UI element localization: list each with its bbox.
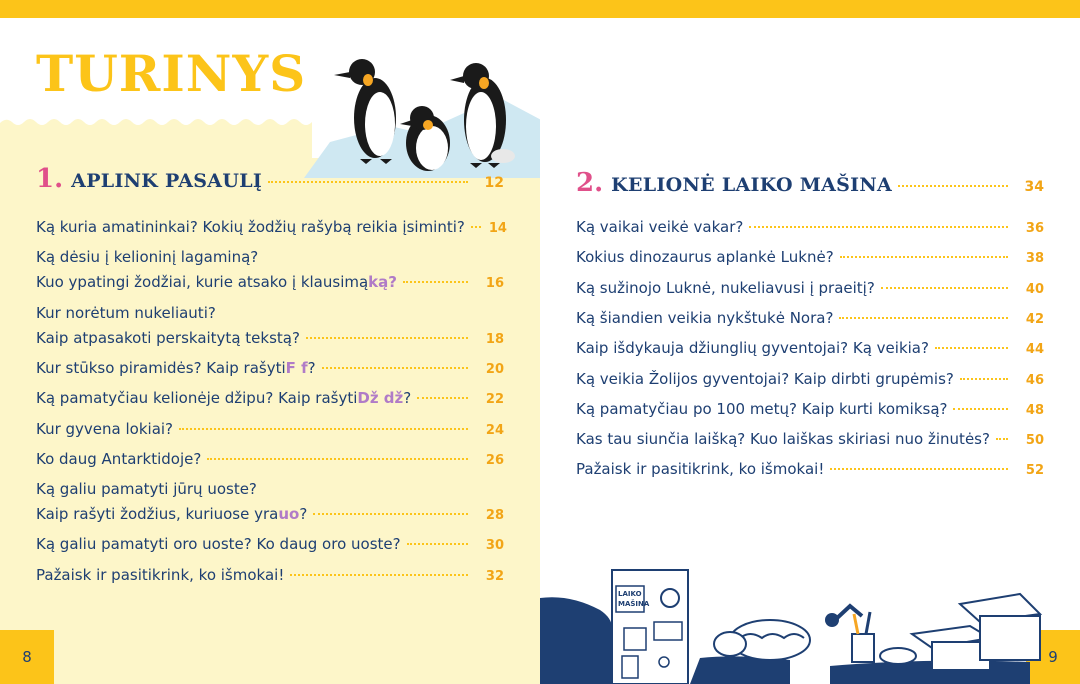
leader-dots: [313, 513, 468, 515]
toc-entry-text: Ko daug Antarktidoje?: [36, 449, 202, 468]
toc-entry-text: Kuo ypatingi žodžiai, kurie atsako į klausimą: [36, 273, 369, 292]
toc-entry-line: [576, 457, 1044, 483]
machine-sign-line2: MAŠINA: [618, 600, 650, 608]
toc-entry-page: 22: [485, 392, 504, 408]
toc-entry[interactable]: [576, 427, 1044, 453]
toc-entry[interactable]: [576, 215, 1044, 241]
toc-entry-text: Ką pamatyčiau po 100 metų? Kaip kurti komiksą?: [576, 399, 948, 418]
toc-entry[interactable]: [576, 397, 1044, 423]
toc-entry-line: [36, 270, 504, 296]
toc-entry-line: [36, 326, 504, 352]
leader-dots: [417, 397, 468, 399]
toc-entry-text: Kur gyvena lokiai?: [36, 419, 174, 438]
toc-entry-page: 20: [485, 361, 504, 377]
cardboard-boxes-icon: [912, 594, 1040, 670]
toc-entry[interactable]: [36, 215, 507, 241]
chapter-number: 2.: [576, 168, 604, 198]
toc-entry-page: 38: [1025, 251, 1044, 267]
toc-entry-text: ?: [307, 358, 316, 377]
toc-entry-line: [36, 477, 504, 502]
toc-entry-line: [576, 306, 1044, 332]
chapter-number: 1.: [36, 164, 64, 194]
toc-entry-page: 16: [485, 276, 504, 292]
time-machine-illustration: [540, 558, 1080, 684]
toc-entry-text: Kur norėtum nukeliauti?: [36, 303, 216, 322]
toc-entry-page: 48: [1025, 402, 1044, 418]
toc-entry-line: [36, 502, 504, 528]
toc-entry-text: Ką pamatyčiau kelionėje džipu? Kaip rašyti: [36, 389, 358, 408]
page-number-left: 8: [0, 630, 54, 684]
chapter-name: APLINK PASAULĮ: [71, 170, 263, 192]
toc-entry-text: Ką galiu pamatyti jūrų uoste?: [36, 480, 257, 499]
toc-entry-page: 30: [485, 538, 504, 554]
leader-dots: [268, 181, 468, 183]
toc-entry[interactable]: [576, 245, 1044, 271]
toc-entry-text: Ką sužinojo Luknė, nukeliavusi į praeitį?: [576, 278, 875, 297]
leader-dots: [898, 185, 1008, 187]
highlighted-term: ką?: [368, 273, 397, 292]
toc-entry-line: [36, 417, 504, 443]
leader-dots: [960, 378, 1008, 380]
toc-entry-line: [36, 447, 504, 473]
toc-entry-text: Kur stūkso piramidės? Kaip rašyti: [36, 358, 286, 377]
chapter-2-heading[interactable]: [576, 168, 1044, 198]
leader-dots: [840, 256, 1008, 258]
desk-items-icon: [825, 606, 916, 664]
leader-dots: [830, 468, 1008, 470]
page-number-right: 9: [1026, 630, 1080, 684]
toc-entry-line: [576, 276, 1044, 302]
toc-entry[interactable]: [36, 477, 504, 528]
toc-entry-line: [576, 397, 1044, 423]
leader-dots: [306, 337, 468, 339]
toc-entry[interactable]: [36, 532, 504, 558]
toc-entry-line: [36, 245, 504, 270]
chapter-name: KELIONĖ LAIKO MAŠINA: [611, 174, 893, 196]
leader-dots: [207, 458, 468, 460]
toc-entry-line: [576, 427, 1044, 453]
chapter-page: 34: [1024, 179, 1044, 195]
left-page: [0, 18, 540, 684]
highlighted-term: uo: [278, 505, 300, 524]
toc-entry-page: 32: [485, 568, 504, 584]
highlighted-term: Dž dž: [357, 389, 404, 408]
toc-entry[interactable]: [576, 457, 1044, 483]
toc-entry-line: [576, 245, 1044, 271]
toc-entry-text: ?: [403, 389, 412, 408]
sleeping-child-icon: [714, 620, 810, 660]
toc-entry[interactable]: [576, 336, 1044, 362]
leader-dots: [471, 226, 481, 228]
toc-entry[interactable]: [36, 386, 504, 412]
time-machine-icon: [612, 570, 688, 684]
top-color-bar: [0, 0, 1080, 18]
toc-entry-text: Kaip išdykauja džiunglių gyventojai? Ką veikia?: [576, 339, 929, 358]
toc-entry-text: ?: [299, 505, 308, 524]
toc-entry[interactable]: [576, 367, 1044, 393]
leader-dots: [290, 574, 468, 576]
toc-entry-page: 40: [1025, 281, 1044, 297]
toc-entry-line: [576, 336, 1044, 362]
toc-entry[interactable]: [36, 245, 504, 296]
chapter-page: 12: [484, 175, 504, 191]
leader-dots: [953, 408, 1008, 410]
toc-entry-line: [36, 301, 504, 326]
chapter-1-heading[interactable]: [36, 164, 504, 194]
page-title: TURINYS: [36, 44, 307, 103]
toc-entry-text: Ką veikia Žolijos gyventojai? Kaip dirbti grupėmis?: [576, 369, 954, 388]
toc-entry-text: Pažaisk ir pasitikrink, ko išmokai!: [576, 460, 825, 479]
leader-dots: [407, 543, 468, 545]
toc-entry[interactable]: [576, 276, 1044, 302]
toc-entry[interactable]: [36, 447, 504, 473]
toc-entry-page: 44: [1025, 342, 1044, 358]
toc-entry[interactable]: [36, 563, 504, 589]
toc-entry[interactable]: [36, 301, 504, 352]
toc-entry-line: [36, 563, 504, 589]
leader-dots: [179, 428, 468, 430]
toc-entry-page: 42: [1025, 311, 1044, 327]
toc-entry-text: Ką vaikai veikė vakar?: [576, 218, 744, 236]
toc-entry-line: [576, 367, 1044, 393]
highlighted-term: F f: [285, 358, 308, 377]
toc-entry-text: Kaip rašyti žodžius, kuriuose yra: [36, 505, 279, 524]
toc-entry-line: [36, 215, 507, 241]
toc-entry-text: Pažaisk ir pasitikrink, ko išmokai!: [36, 565, 285, 584]
leader-dots: [322, 367, 468, 369]
toc-entry-line: [36, 532, 504, 558]
toc-entry-page: 26: [485, 452, 504, 468]
toc-entry-line: [36, 386, 504, 412]
leader-dots: [403, 281, 468, 283]
toc-entry-line: [36, 356, 504, 382]
toc-entry-page: 24: [485, 422, 504, 438]
leader-dots: [935, 347, 1008, 349]
toc-entry-text: Ką dėsiu į kelioninį lagaminą?: [36, 248, 259, 267]
leader-dots: [996, 438, 1008, 440]
penguins-illustration: [300, 38, 545, 183]
toc-entry-page: 46: [1025, 372, 1044, 388]
toc-entry-text: Kokius dinozaurus aplankė Luknė?: [576, 248, 834, 267]
toc-entry-text: Ką galiu pamatyti oro uoste? Ko daug oro uoste?: [36, 535, 401, 554]
toc-entry-page: 52: [1025, 463, 1044, 479]
toc-entry-text: Kas tau siunčia laišką? Kuo laiškas skiriasi nuo žinutės?: [576, 430, 990, 449]
toc-entry-page: 28: [485, 508, 504, 524]
toc-entry[interactable]: [576, 306, 1044, 332]
toc-entry-text: Ką kuria amatininkai? Kokių žodžių rašybą reikia įsiminti?: [36, 218, 465, 236]
machine-sign-line1: LAIKO: [618, 590, 642, 598]
toc-entry-page: 18: [485, 331, 504, 347]
toc-entry-page: 50: [1025, 433, 1044, 449]
leader-dots: [749, 226, 1008, 228]
toc-entry-line: [576, 215, 1044, 241]
toc-entry-text: Kaip atpasakoti perskaitytą tekstą?: [36, 328, 300, 347]
toc-entry[interactable]: [36, 417, 504, 443]
toc-entry-text: Ką šiandien veikia nykštukė Nora?: [576, 308, 834, 327]
toc-entry-page: 14: [488, 221, 507, 236]
leader-dots: [881, 287, 1008, 289]
toc-entry[interactable]: [36, 356, 504, 382]
toc-entry-page: 36: [1025, 221, 1044, 236]
leader-dots: [839, 317, 1008, 319]
